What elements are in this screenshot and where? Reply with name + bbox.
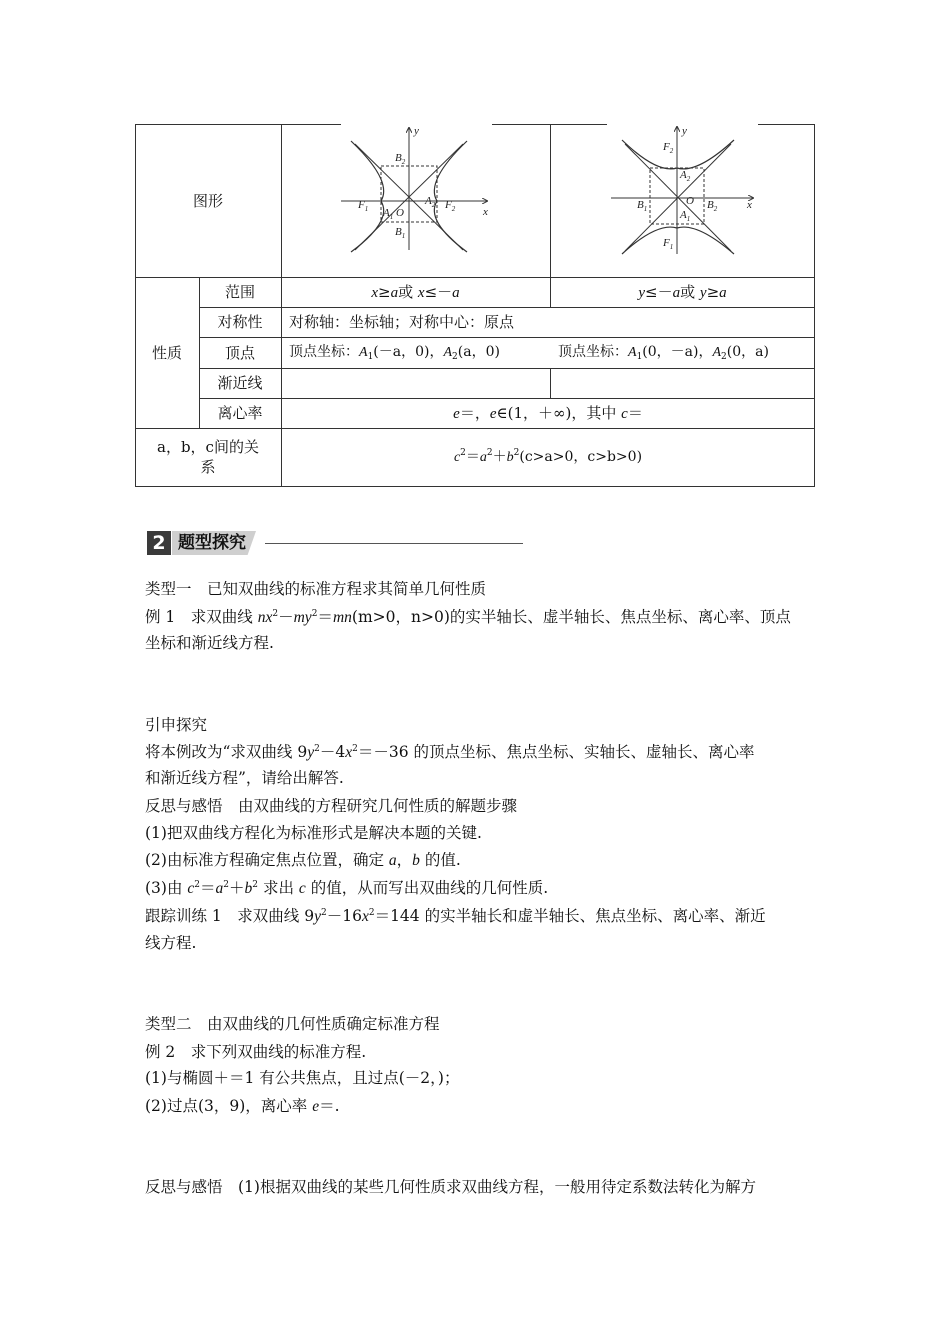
- explore-title: 引申探究: [145, 716, 208, 734]
- hyperbola-right-branch: [434, 141, 467, 252]
- section-rule: [265, 543, 523, 544]
- vertical-hyperbola-graph: [607, 124, 759, 277]
- hyperbola-lower-branch: [622, 227, 734, 254]
- properties-label: 性质: [151, 343, 182, 362]
- hyperbola-upper-branch: [622, 140, 734, 169]
- f2-label: $F_2$: [445, 199, 456, 213]
- reflect1-step2: (2)由标准方程确定焦点位置，确定 a，b 的值.: [145, 851, 461, 869]
- asymptote-label: 渐近线: [217, 374, 263, 392]
- x-axis-label: x: [747, 199, 752, 211]
- type1-heading: 类型一 已知双曲线的标准方程求其简单几何性质: [145, 580, 487, 598]
- y-axis-label: y: [414, 125, 419, 137]
- example1-line1: 例 1 求双曲线 $nx^2-my^2=mn(m>0$，n>0)的实半轴长、虚半轴长、焦点坐标、离心率、顶点: [145, 608, 791, 626]
- b2-label: $B_2$: [707, 199, 718, 213]
- graph-row-label: 图形: [192, 191, 223, 210]
- section-title: 题型探究: [178, 533, 246, 553]
- b1-label: $B_1$: [395, 226, 406, 240]
- explore-line2: 和渐近线方程”，请给出解答.: [145, 769, 344, 787]
- origin-label: O: [686, 195, 694, 207]
- x-axis-label: x: [483, 206, 488, 218]
- type2-heading: 类型二 由双曲线的几何性质确定标准方程: [145, 1015, 440, 1033]
- section-number: 2: [147, 531, 171, 555]
- reflect1-step3: (3)由 $c^2=a^2+b^2$ 求出 c 的值，从而写出双曲线的几何性质.: [145, 879, 549, 897]
- f2-label: $F_2$: [663, 141, 674, 155]
- range-vertical: y≤－a或 y≥a: [638, 282, 727, 301]
- vertex-horizontal: 顶点坐标：$A_1(-a$，0)，$A_2(a$，0): [289, 344, 500, 362]
- a1-label: $A_1$: [680, 209, 691, 223]
- range-label: 范围: [224, 283, 255, 301]
- range-horizontal: x≥a或 x≤－a: [371, 282, 460, 301]
- hyperbola-left-branch: [351, 141, 384, 252]
- relation-label: a，b，c间的关 系: [157, 438, 259, 476]
- relation-value: $c^2=a^2+b^2(c>a>0$，c>b>0): [453, 447, 643, 465]
- a2-label: $A_2$: [680, 169, 691, 183]
- track1-line1: 跟踪训练 1 求双曲线 $9y^2-16x^2=144$ 的实半轴长和虚半轴长、焦点坐标、离心率、渐近: [145, 907, 766, 925]
- f1-label: $F_1$: [358, 199, 369, 213]
- origin-label: O: [396, 207, 404, 219]
- b2-label: $B_2$: [395, 152, 406, 166]
- vertex-vertical: 顶点坐标：$A_1(0$，－a)，$A_2(0$，a): [558, 344, 769, 362]
- example2-title: 例 2 求下列双曲线的标准方程.: [145, 1043, 367, 1061]
- reflect1-step1: (1)把双曲线方程化为标准形式是解决本题的关键.: [145, 824, 482, 842]
- example2-part1: (1)与椭圆＋＝1 有公共焦点，且过点(－2，)；: [145, 1069, 460, 1087]
- track1-line2: 线方程.: [145, 934, 197, 952]
- a1-label: $A_1$: [383, 207, 394, 221]
- y-axis-label: y: [682, 125, 687, 137]
- symmetry-label: 对称性: [217, 313, 263, 331]
- f1-label: $F_1$: [663, 237, 674, 251]
- example1-line2: 坐标和渐近线方程.: [145, 634, 274, 652]
- b1-label: $B_1$: [637, 199, 648, 213]
- vertex-label: 顶点: [224, 343, 255, 362]
- explore-line1: 将本例改为“求双曲线 $9y^2-4x^2=-36$ 的顶点坐标、焦点坐标、实轴长、虚轴长、离心率: [145, 743, 755, 761]
- eccentricity-label: 离心率: [217, 404, 263, 422]
- hyperbola-properties-table: [135, 124, 815, 487]
- example2-part2: (2)过点(3，9)，离心率 e＝.: [145, 1097, 340, 1115]
- reflect2-line1: 反思与感悟 (1)根据双曲线的某些几何性质求双曲线方程，一般用待定系数法转化为解方: [145, 1178, 756, 1196]
- horizontal-hyperbola-graph: [341, 124, 493, 277]
- symmetry-value: 对称轴：坐标轴；对称中心：原点: [289, 313, 515, 331]
- eccentricity-value: e＝，e∈(1，＋∞)，其中 c＝: [453, 403, 643, 422]
- reflect1-title: 反思与感悟 由双曲线的方程研究几何性质的解题步骤: [145, 797, 518, 815]
- a2-label: $A_2$: [425, 195, 436, 209]
